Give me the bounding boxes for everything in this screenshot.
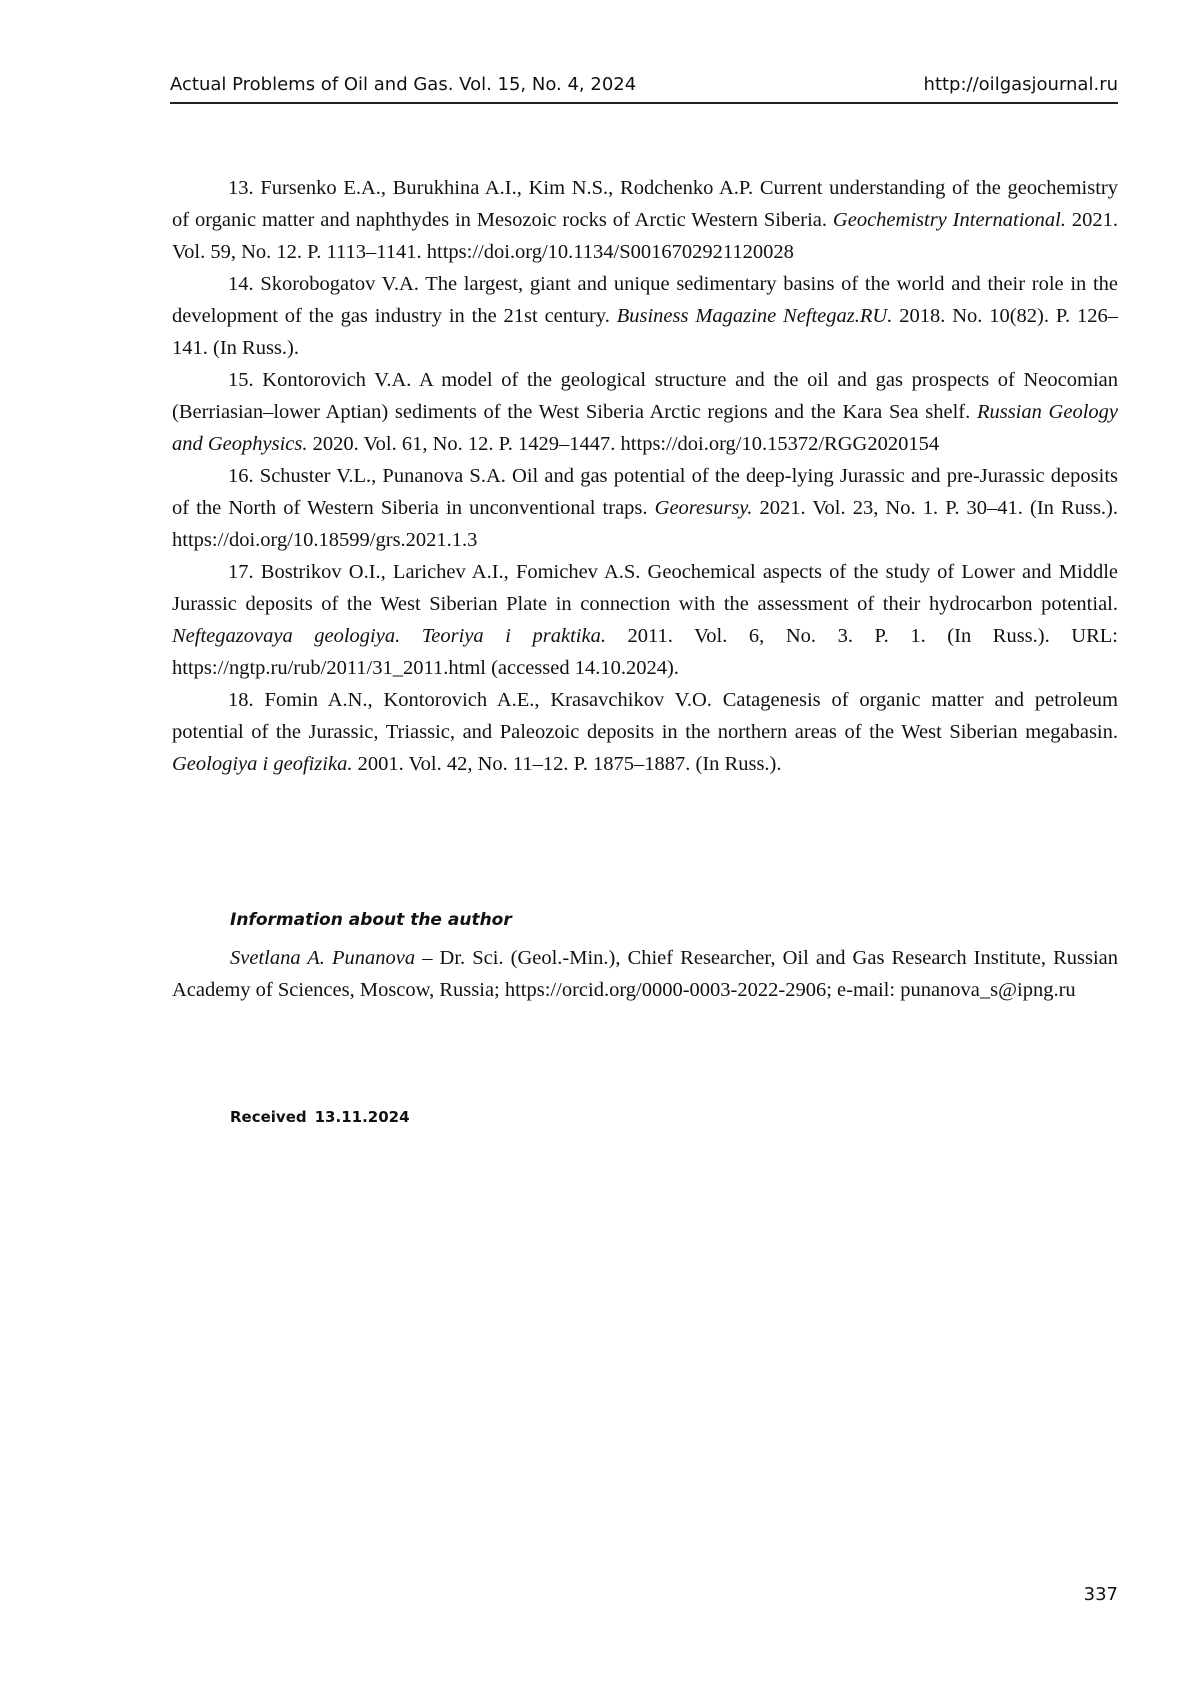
reference-text: 2021. Vol. 59, No. 12. P. 1113–1141. https://doi.org/10.1134/S0016702921120028 bbox=[172, 209, 1119, 263]
running-header bbox=[170, 70, 1118, 104]
page-number: 337 bbox=[1083, 1584, 1118, 1605]
reference-text: 17. Bostrikov O.I., Larichev A.I., Fomichev A.S. Geochemical aspects of the study of Lower and Middle Jurassic deposits of the West Siberian Plate in connection with the assessment of their hydrocarbon potential. bbox=[172, 561, 1118, 615]
author-info bbox=[172, 942, 1118, 1006]
author-name: Svetlana A. Punanova bbox=[230, 947, 416, 969]
author-details: – Dr. Sci. (Geol.-Min.), Chief Researcher, Oil and Gas Research Institute, Russian Academy of Sciences, Moscow, Russia; https://orcid.org/0000-0003-2022-2906; e-mail: punanova_s@ipng.ru bbox=[172, 947, 1118, 1001]
reference-15 bbox=[172, 364, 1118, 460]
reference-13 bbox=[172, 172, 1118, 268]
reference-17 bbox=[172, 556, 1118, 684]
journal-url[interactable]: http://oilgasjournal.ru bbox=[923, 74, 1118, 95]
reference-text: 15. Kontorovich V.A. A model of the geological structure and the oil and gas prospects of Neocomian (Berriasian–lower Aptian) sediments of the West Siberia Arctic regions and the Kara Sea shelf. bbox=[172, 369, 1118, 423]
received-date-line bbox=[230, 1108, 410, 1126]
reference-text: 16. Schuster V.L., Punanova S.A. Oil and gas potential of the deep-lying Jurassic and pre-Jurassic deposits of the North of Western Siberia in unconventional traps. bbox=[172, 465, 1118, 519]
reference-journal: Geologiya i geofizika. bbox=[172, 753, 353, 775]
reference-text: 2021. Vol. 23, No. 1. P. 30–41. (In Russ.). https://doi.org/10.18599/grs.2021.1.3 bbox=[172, 497, 1118, 551]
reference-journal: Georesursy. bbox=[654, 497, 753, 519]
reference-16 bbox=[172, 460, 1118, 556]
received-date: 13.11.2024 bbox=[314, 1108, 410, 1126]
reference-text: 2001. Vol. 42, No. 11–12. P. 1875–1887. (In Russ.). bbox=[352, 753, 782, 775]
reference-journal: Russian Geology and Geophysics. bbox=[172, 401, 1118, 455]
reference-list bbox=[172, 172, 1118, 780]
reference-text: 18. Fomin A.N., Kontorovich A.E., Krasavchikov V.O. Catagenesis of organic matter and petroleum potential of the Jurassic, Triassic, and Paleozoic deposits in the northern areas of the West Siberian megabasin. bbox=[172, 689, 1118, 743]
reference-text: 2011. Vol. 6, No. 3. P. 1. (In Russ.). URL: https://ngtp.ru/rub/2011/31_2011.html (accessed 14.10.2024). bbox=[172, 625, 1118, 679]
reference-journal: Business Magazine Neftegaz.RU. bbox=[616, 305, 893, 327]
author-heading: Information about the author bbox=[230, 910, 512, 930]
reference-text: 14. Skorobogatov V.A. The largest, giant and unique sedimentary basins of the world and their role in the development of the gas industry in the 21st century. bbox=[172, 273, 1118, 327]
reference-text: 2018. No. 10(82). P. 126–141. (In Russ.). bbox=[172, 305, 1118, 359]
reference-text: 13. Fursenko E.A., Burukhina A.I., Kim N.S., Rodchenko A.P. Current understanding of the geochemistry of organic matter and naphthydes in Mesozoic rocks of Arctic Western Siberia. bbox=[172, 177, 1118, 231]
reference-text: 2020. Vol. 61, No. 12. P. 1429–1447. https://doi.org/10.15372/RGG2020154 bbox=[307, 433, 940, 455]
reference-14 bbox=[172, 268, 1118, 364]
received-label: Received bbox=[230, 1108, 307, 1126]
journal-title: Actual Problems of Oil and Gas. Vol. 15, No. 4, 2024 bbox=[170, 74, 637, 95]
reference-journal: Geochemistry International. bbox=[832, 209, 1066, 231]
reference-journal: Neftegazovaya geologiya. Teoriya i praktika. bbox=[172, 625, 606, 647]
reference-18 bbox=[172, 684, 1118, 780]
